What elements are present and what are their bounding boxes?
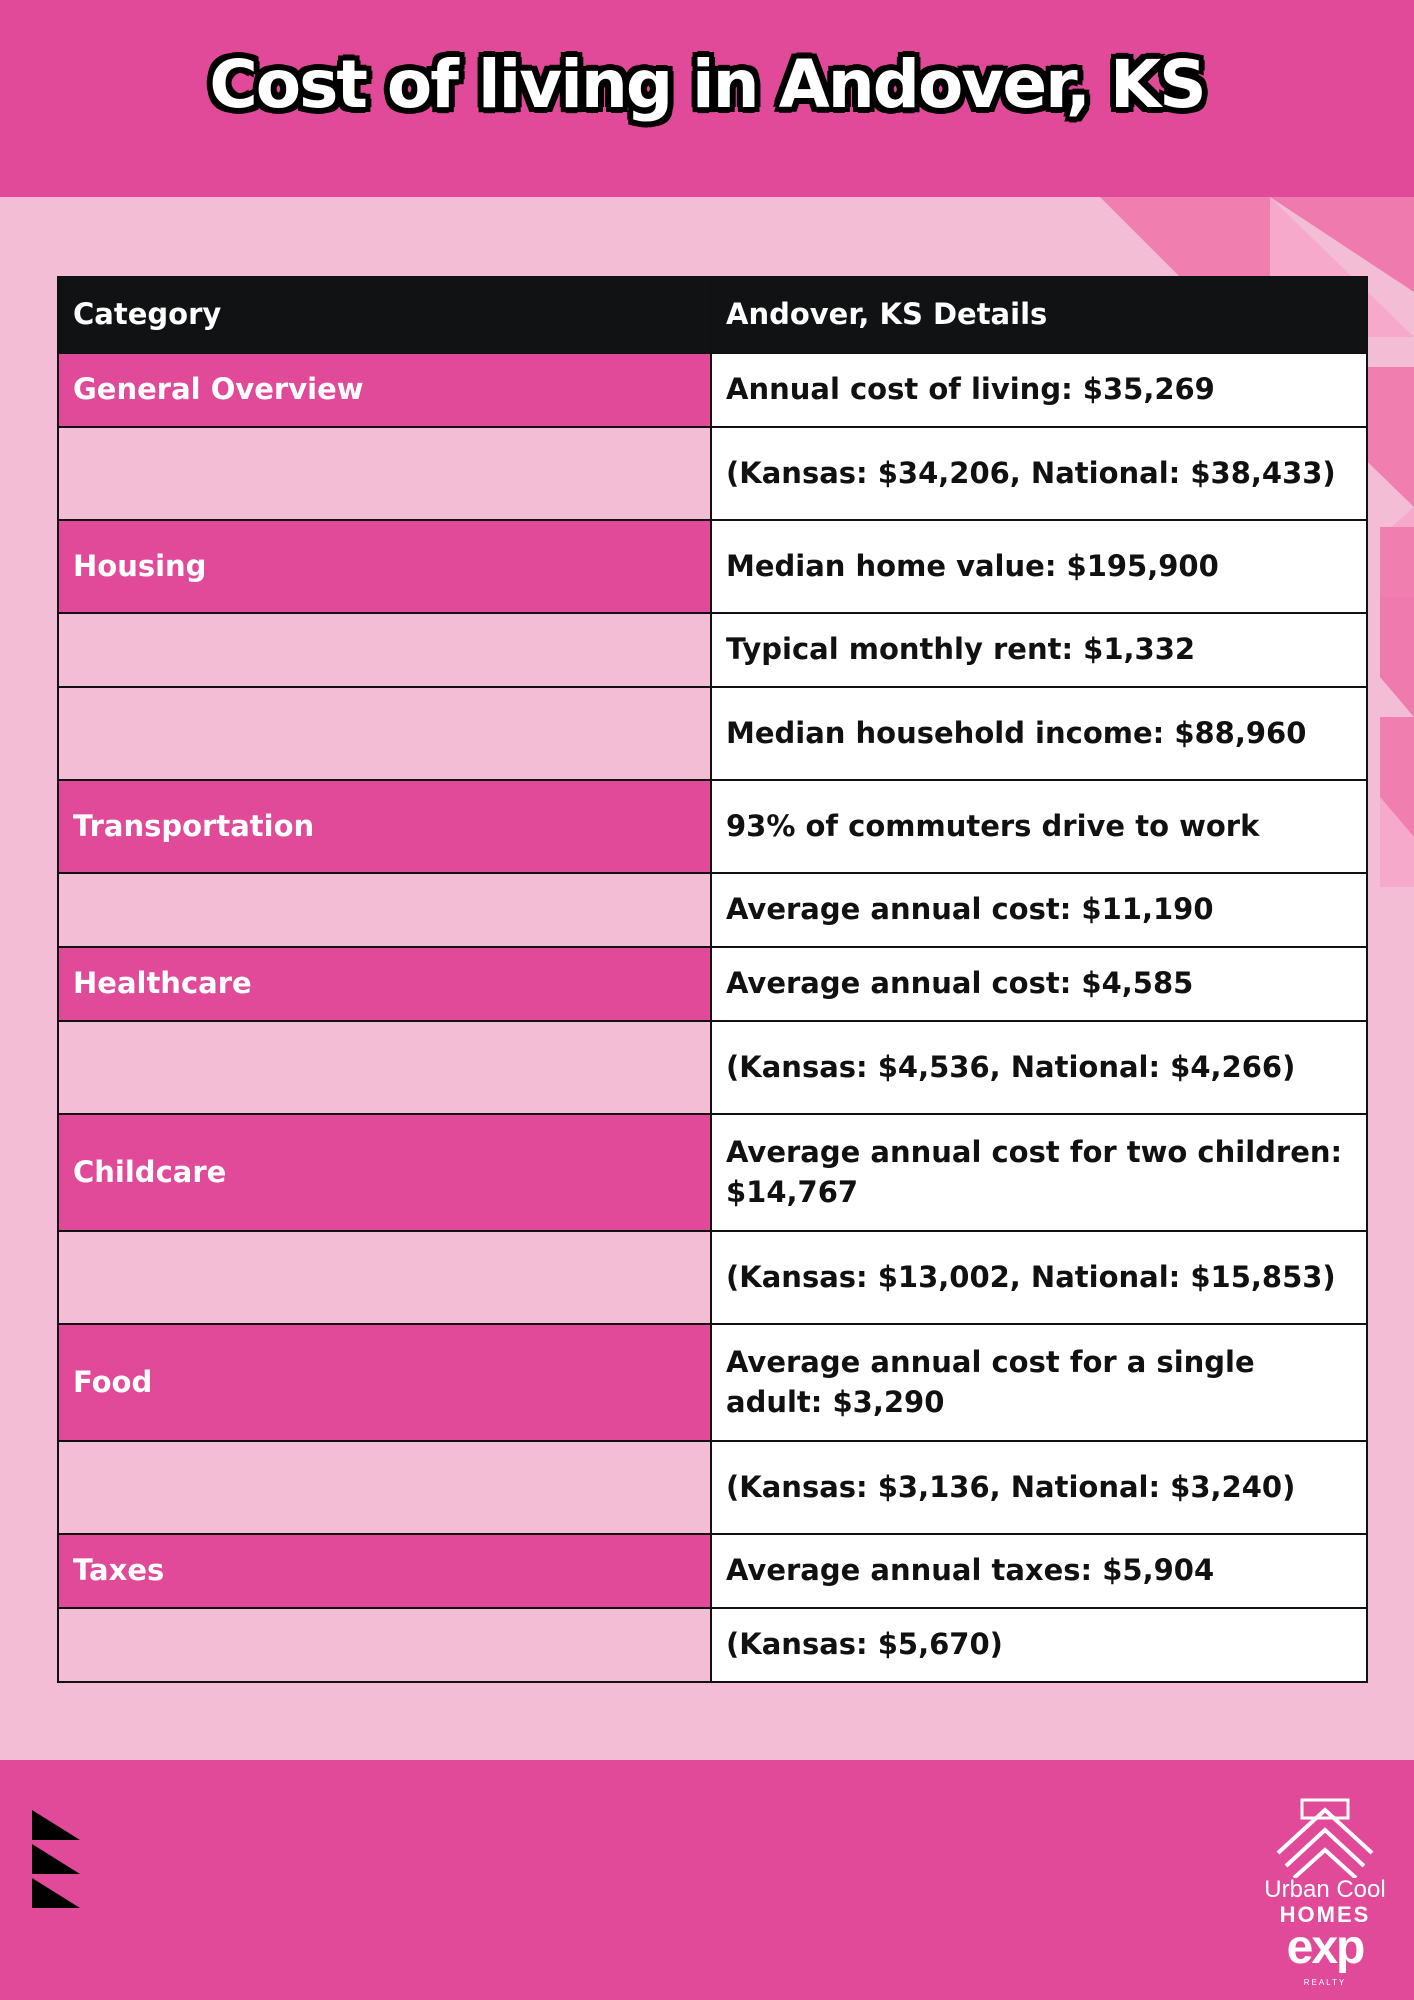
table-row: [58, 520, 1367, 613]
category-cell: [58, 1441, 711, 1534]
detail-cell: Average annual taxes: $5,904: [711, 1534, 1367, 1608]
category-cell: [58, 1608, 711, 1682]
detail-cell: (Kansas: $3,136, National: $3,240): [711, 1441, 1367, 1534]
detail-cell: Average annual cost: $4,585: [711, 947, 1367, 1021]
arrow-chevrons-icon: [32, 1810, 84, 1910]
category-cell: Taxes: [58, 1534, 711, 1608]
table-row: [58, 1534, 1367, 1608]
detail-cell: (Kansas: $4,536, National: $4,266): [711, 1021, 1367, 1114]
category-cell: Childcare: [58, 1114, 711, 1231]
header-banner: [0, 0, 1414, 197]
category-cell: Food: [58, 1324, 711, 1441]
detail-cell: Annual cost of living: $35,269: [711, 353, 1367, 427]
category-cell: General Overview: [58, 353, 711, 427]
table-row: [58, 1324, 1367, 1441]
table-row: [58, 873, 1367, 947]
table-row: [58, 1441, 1367, 1534]
detail-cell: Typical monthly rent: $1,332: [711, 613, 1367, 687]
logo-line-exp: exp: [1286, 1921, 1364, 1974]
cost-of-living-table: [57, 276, 1368, 1683]
table-row: [58, 1114, 1367, 1231]
category-cell: [58, 427, 711, 520]
table-row: [58, 1231, 1367, 1324]
detail-cell: Average annual cost for two children: $14,767: [711, 1114, 1367, 1231]
table-row: [58, 1021, 1367, 1114]
table-row: [58, 613, 1367, 687]
footer-banner: [0, 1760, 1414, 2000]
table-row: [58, 947, 1367, 1021]
cost-table-container: [57, 276, 1366, 1683]
detail-cell: Median home value: $195,900: [711, 520, 1367, 613]
table-row: [58, 780, 1367, 873]
header-details: Andover, KS Details: [711, 277, 1367, 353]
table-row: [58, 353, 1367, 427]
detail-cell: 93% of commuters drive to work: [711, 780, 1367, 873]
detail-cell: Median household income: $88,960: [711, 687, 1367, 780]
detail-cell: (Kansas: $13,002, National: $15,853): [711, 1231, 1367, 1324]
detail-cell: (Kansas: $34,206, National: $38,433): [711, 427, 1367, 520]
category-cell: Healthcare: [58, 947, 711, 1021]
category-cell: [58, 687, 711, 780]
table-row: [58, 687, 1367, 780]
company-logo: [1245, 1798, 1405, 1998]
table-row: [58, 427, 1367, 520]
category-cell: [58, 613, 711, 687]
logo-line-homes: HOMES: [1279, 1902, 1371, 1927]
category-cell: Housing: [58, 520, 711, 613]
detail-cell: Average annual cost for a single adult: $3,290: [711, 1324, 1367, 1441]
logo-line-realty: REALTY: [1303, 1978, 1347, 1987]
table-row: [58, 1608, 1367, 1682]
category-cell: [58, 1231, 711, 1324]
detail-cell: Average annual cost: $11,190: [711, 873, 1367, 947]
detail-cell: (Kansas: $5,670): [711, 1608, 1367, 1682]
category-cell: [58, 873, 711, 947]
category-cell: [58, 1021, 711, 1114]
logo-line-urban-cool: Urban Cool: [1264, 1876, 1386, 1903]
category-cell: Transportation: [58, 780, 711, 873]
page-title: Cost of living in Andover, KS: [209, 46, 1205, 123]
header-category: Category: [58, 277, 711, 353]
house-roof-icon: [1270, 1798, 1380, 1878]
